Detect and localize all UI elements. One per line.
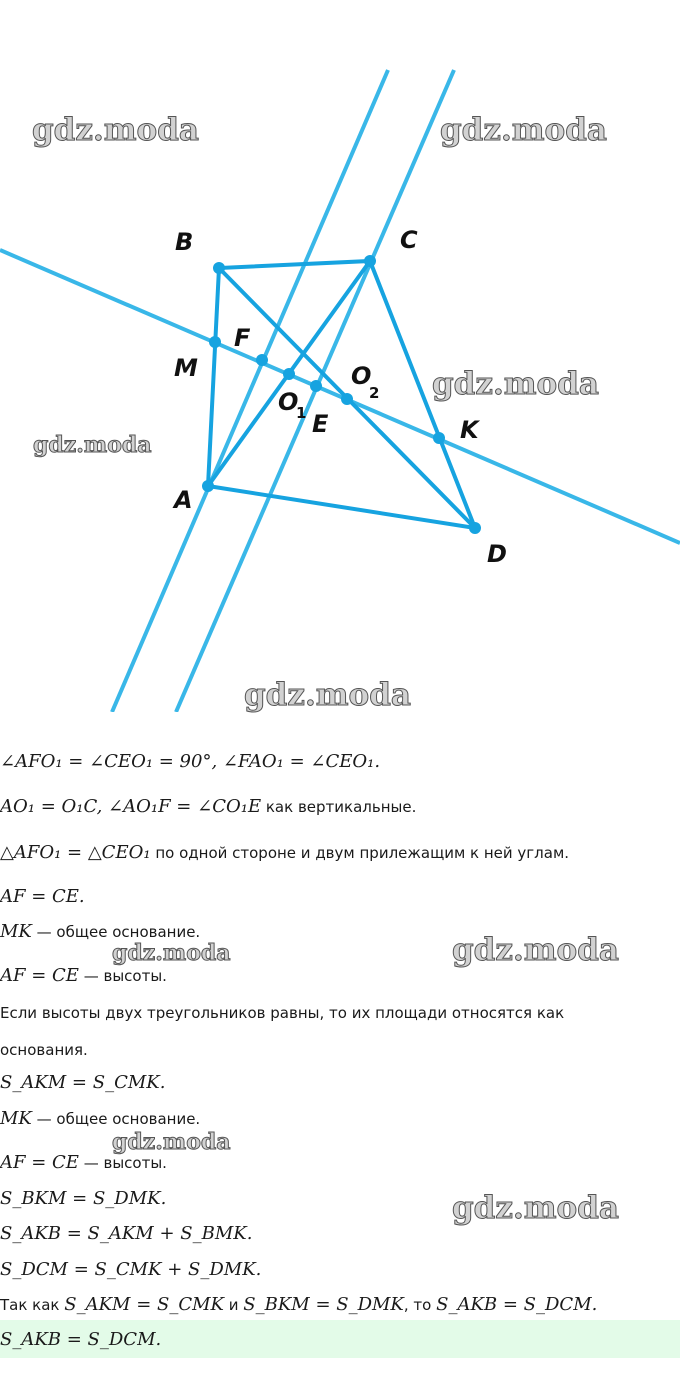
label-k: K [460, 416, 479, 444]
label-o2-sub: 2 [369, 384, 380, 402]
label-e: E [312, 410, 329, 438]
watermark: gdz.moda [452, 1190, 619, 1226]
label-c: C [400, 226, 418, 254]
solution-line-8: основания. [0, 1041, 88, 1059]
point-a [202, 480, 214, 492]
solution-line-15: Так как S_AKM = S_CMK и S_BKM = S_DMK, то S_AKB = S_DCM. [0, 1294, 598, 1315]
label-o2: O [351, 362, 372, 390]
label-m: M [174, 354, 198, 382]
watermark: gdz.moda [244, 677, 411, 713]
solution-line-5: MK — общее основание. [0, 921, 201, 942]
point-k [433, 432, 445, 444]
solution-line-9: S_AKM = S_CMK. [0, 1072, 166, 1093]
watermark: gdz.moda [32, 112, 199, 148]
solution-line-12: S_BKM = S_DMK. [0, 1188, 167, 1209]
point-m [209, 336, 221, 348]
watermark: gdz.moda [452, 932, 619, 968]
line-af [112, 70, 388, 712]
watermark: gdz.moda [112, 1129, 231, 1155]
solution-line-13: S_AKB = S_AKM + S_BMK. [0, 1223, 253, 1244]
solution-line-6: AF = CE — высоты. [0, 965, 167, 986]
label-o1-sub: 1 [296, 404, 307, 422]
solution-line-14: S_DCM = S_CMK + S_DMK. [0, 1259, 262, 1280]
label-d: D [487, 540, 507, 568]
point-d [469, 522, 481, 534]
watermark: gdz.moda [112, 940, 231, 966]
label-a: A [174, 486, 193, 514]
watermark: gdz.moda [33, 432, 152, 458]
point-o2 [341, 393, 353, 405]
solution-line-3: △AFO₁ = △CEO₁ по одной стороне и двум прилежащим к ней углам. [0, 842, 570, 863]
watermark: gdz.moda [440, 112, 607, 148]
solution-line-10: MK — общее основание. [0, 1108, 201, 1129]
solution-line-4: AF = CE. [0, 886, 85, 907]
solution-line-1: ∠AFO₁ = ∠CEO₁ = 90°, ∠FAO₁ = ∠CEO₁. [0, 751, 381, 772]
point-b [213, 262, 225, 274]
solution-answer: S_AKB = S_DCM. [0, 1329, 162, 1350]
point-e [310, 380, 322, 392]
point-f [256, 354, 268, 366]
solution-line-7: Если высоты двух треугольников равны, то их площади относятся как [0, 1004, 565, 1022]
label-f: F [234, 324, 251, 352]
solution-line-11: AF = CE — высоты. [0, 1152, 167, 1173]
label-b: B [175, 228, 194, 256]
point-c [364, 255, 376, 267]
watermark: gdz.moda [432, 366, 599, 402]
point-o1 [283, 368, 295, 380]
solution-line-2: AO₁ = O₁C, ∠AO₁F = ∠CO₁E как вертикальные. [0, 796, 417, 817]
label-o1: O [278, 388, 299, 416]
